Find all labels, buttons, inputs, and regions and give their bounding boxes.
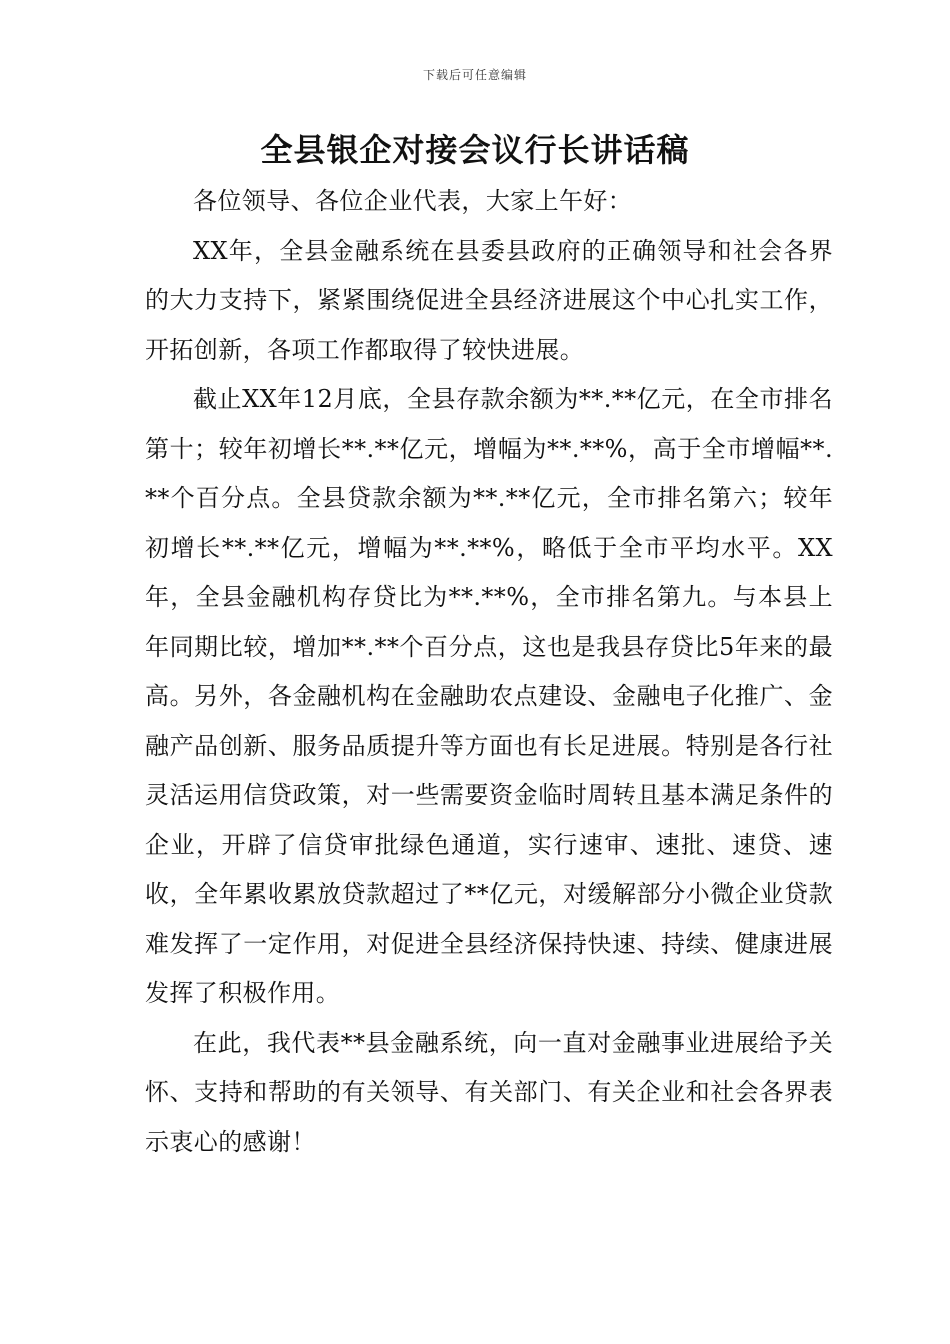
document-body [145, 177, 833, 1167]
document-title: 全县银企对接会议行长讲话稿 [260, 131, 690, 169]
paragraph-statistics: 截止XX年12月底，全县存款余额为**.**亿元，在全市排名第十；较年初增长**.**亿元，增幅为**.**%，高于全市增幅**.**个百分点。全县贷款余额为**.**亿元，全市排名第六；较年初增长**.**亿元，增幅为**.**%，略低于全市平均水平。XX年，全县金融机构存贷比为**.**%，全市排名第九。与本县上年同期比较，增加**.**个百分点，这也是我县存贷比5年来的最高。另外，各金融机构在金融助农点建设、金融电子化推广、金融产品创新、服务品质提升等方面也有长足进展。特别是各行社灵活运用信贷政策，对一些需要资金临时周转且基本满足条件的企业，开辟了信贷审批绿色通道，实行速审、速批、速贷、速收，全年累收累放贷款超过了**亿元，对缓解部分小微企业贷款难发挥了一定作用，对促进全县经济保持快速、持续、健康进展发挥了积极作用。 [145, 385, 833, 1007]
paragraph-thanks: 在此，我代表**县金融系统，向一直对金融事业进展给予关怀、支持和帮助的有关领导、有关部门、有关企业和社会各界表示衷心的感谢！ [145, 1028, 833, 1156]
paragraph-greeting: 各位领导、各位企业代表，大家上午好： [193, 187, 633, 215]
paragraph-overview: XX年，全县金融系统在县委县政府的正确领导和社会各界的大力支持下，紧紧围绕促进全县经济进展这个中心扎实工作，开拓创新，各项工作都取得了较快进展。 [145, 236, 833, 364]
header-note: 下载后可任意编辑 [422, 68, 527, 82]
